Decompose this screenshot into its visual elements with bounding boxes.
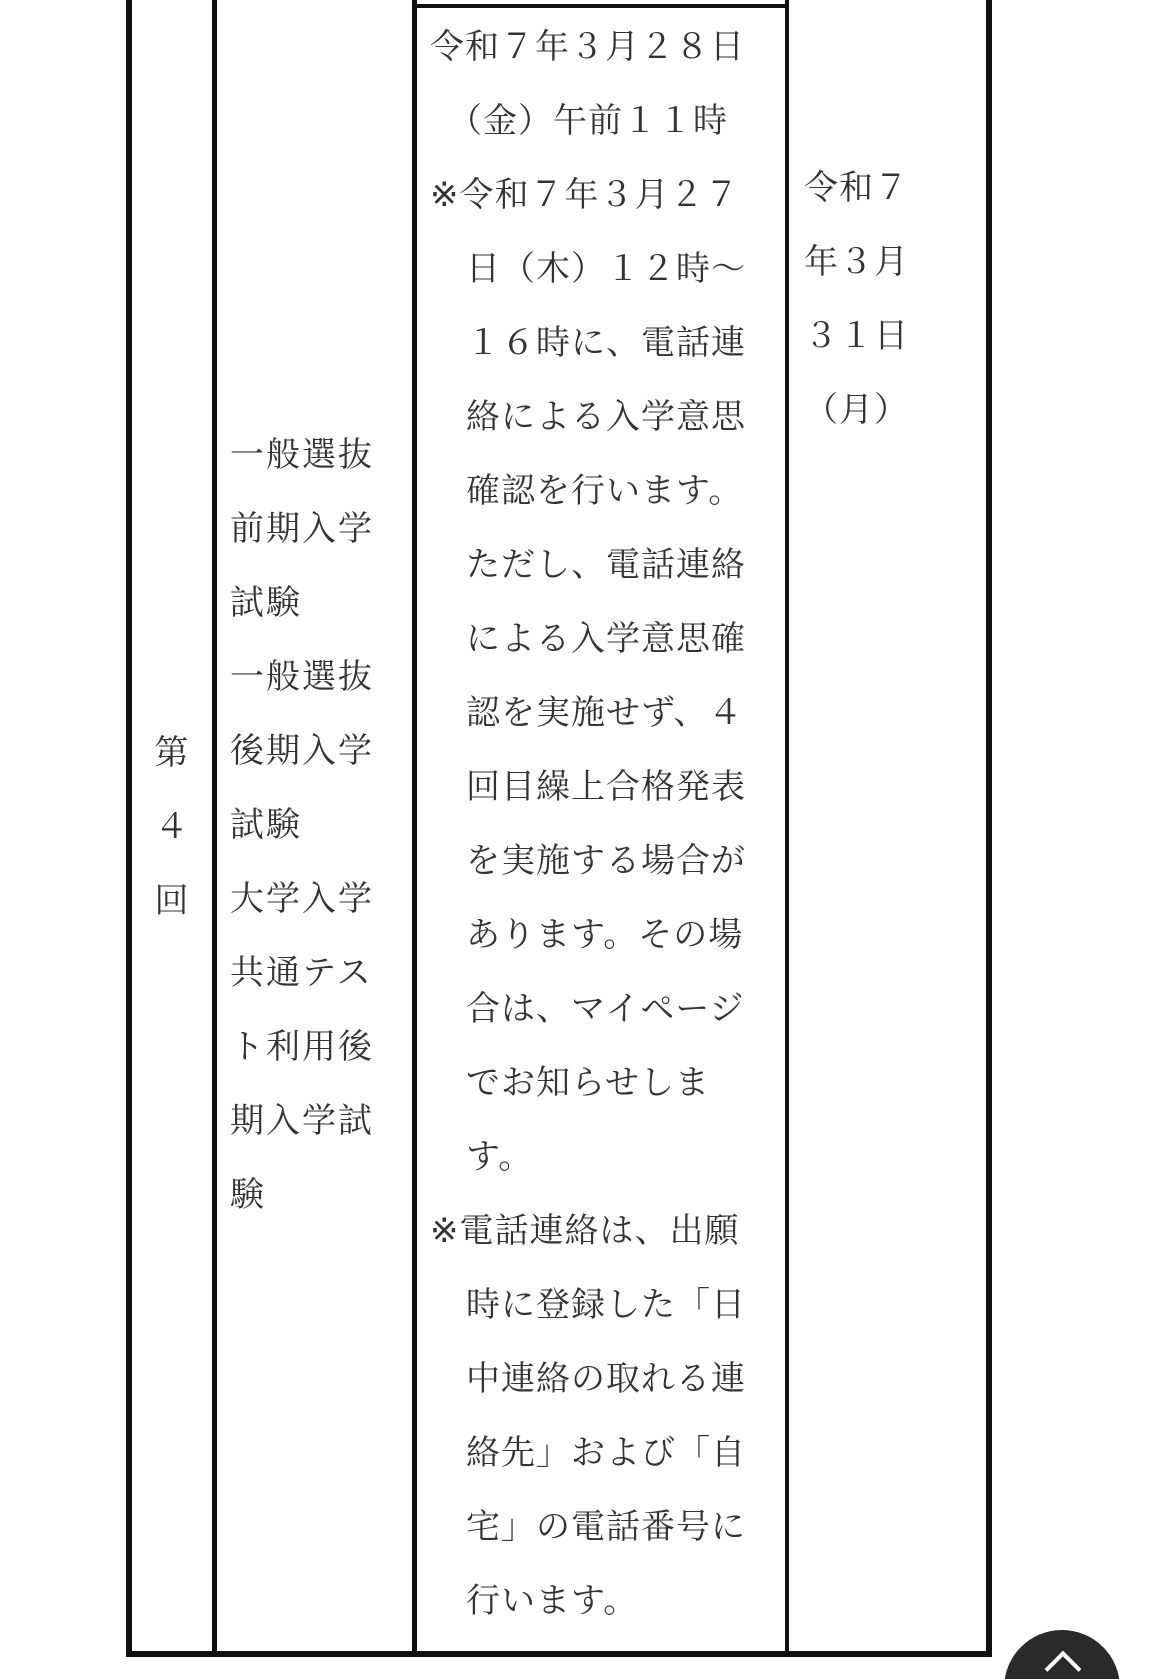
row-divider [412,4,789,8]
exam-type-cell [230,418,400,1232]
column-divider [785,0,789,1651]
note-line: を実施する場合が [466,841,746,881]
deadline-line: （月） [804,390,909,430]
exam-type-line: 期入学試 [230,1101,374,1141]
note-line: 絡による入学意思 [466,397,746,437]
column-divider [412,0,417,1651]
admission-schedule-table [126,0,992,1657]
announcement-line: （金）午前１１時 [448,101,728,141]
exam-type-line: 共通テス [230,953,373,993]
note-line: 中連絡の取れる連 [466,1359,746,1399]
note-line: 確認を行います。 [466,471,744,511]
exam-type-line: 一般選抜 [230,657,374,697]
note-line: 絡先」および「自 [466,1433,746,1473]
note-line: 回目繰上合格発表 [466,767,746,807]
announcement-cell [430,10,775,1638]
exam-type-line: 試験 [230,805,302,845]
note-line: あります。その場 [466,915,744,955]
note-line: 宅」の電話番号に [466,1507,746,1547]
note-line: 行います。 [466,1581,639,1621]
deadline-line: ３１日 [804,316,909,356]
note-line: 日（木）１２時～ [466,249,746,289]
exam-type-line: 大学入学 [230,879,374,919]
deadline-line: 年３月 [804,242,909,282]
note-line: １６時に、電話連 [466,323,746,363]
exam-type-line: 験 [230,1175,266,1215]
note-line: す。 [466,1137,534,1177]
scroll-to-top-button[interactable] [1004,1630,1120,1679]
exam-type-line: 一般選抜 [230,435,374,475]
note-line: 合は、マイページ [466,989,745,1029]
chevron-up-icon [1045,1651,1082,1679]
exam-type-line: 前期入学 [230,509,374,549]
note-line: ※令和７年３月２７ [430,175,740,215]
note-line: ただし、電話連絡 [466,545,746,585]
note-line: による入学意思確 [466,619,746,659]
column-divider [212,0,217,1651]
round-text: ４ [154,807,190,847]
note-line: 時に登録した「日 [466,1285,746,1325]
round-cell [132,716,212,938]
deadline-line: 令和７ [804,168,909,208]
deadline-cell [804,151,984,447]
exam-type-line: ト利用後 [230,1027,374,1067]
round-text: 回 [154,881,190,921]
note-line: 認を実施せず、４ [466,693,744,733]
note-line: でお知らせしま [466,1063,710,1103]
exam-type-line: 試験 [230,583,302,623]
exam-type-line: 後期入学 [230,731,374,771]
announcement-line: 令和７年３月２８日 [430,27,745,67]
round-text: 第 [154,733,190,773]
note-line: ※電話連絡は、出願 [430,1211,740,1251]
